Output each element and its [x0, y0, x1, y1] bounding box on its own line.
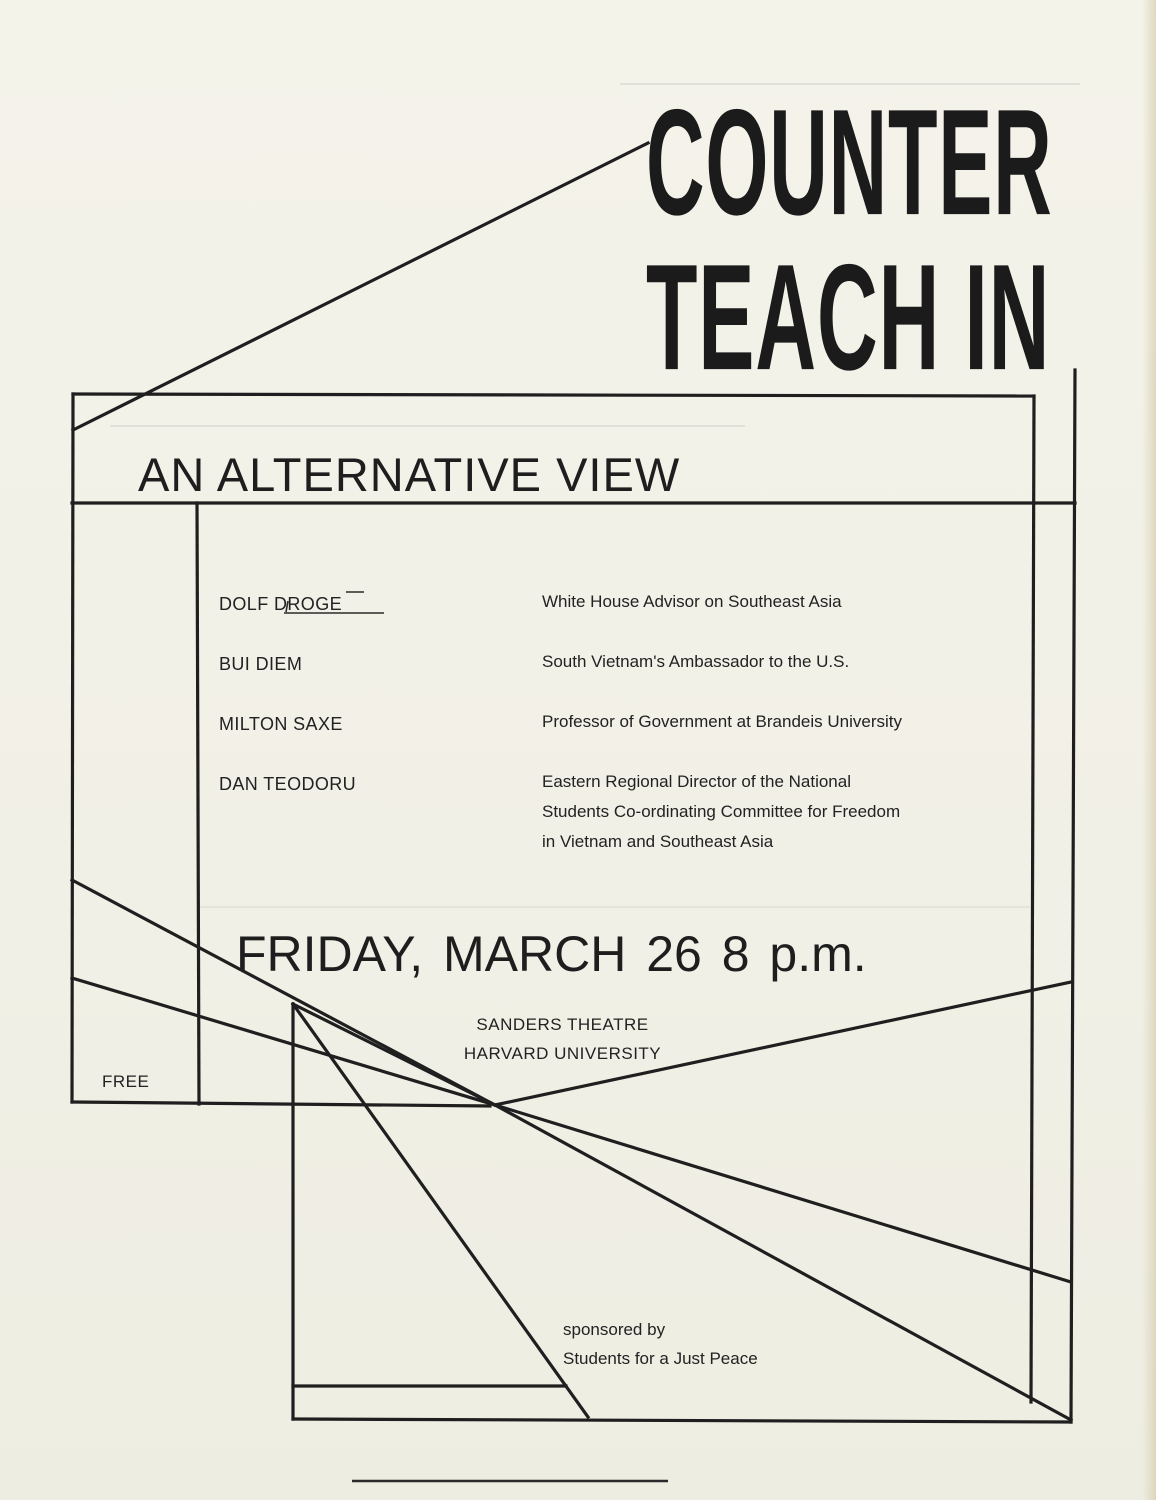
speaker-role: South Vietnam's Ambassador to the U.S.: [542, 652, 850, 671]
speaker-role: White House Advisor on Southeast Asia: [542, 592, 842, 611]
venue-name: SANDERS THEATRE: [476, 1015, 649, 1034]
event-date-time: FRIDAY, MARCH 26 8 p.m.: [236, 926, 867, 982]
poster-title-line-1: COUNTER: [646, 79, 1053, 248]
admission-label: FREE: [102, 1072, 150, 1091]
speaker-name: DAN TEODORU: [219, 774, 357, 794]
poster-subtitle: AN ALTERNATIVE VIEW: [138, 448, 681, 501]
speaker-name: MILTON SAXE: [219, 714, 343, 734]
speaker-role: in Vietnam and Southeast Asia: [542, 832, 774, 851]
poster-title-line-2: TEACH IN: [646, 234, 1051, 403]
speaker-name: DOLF DROGE: [219, 594, 343, 614]
speaker-role: Professor of Government at Brandeis University: [542, 712, 902, 731]
venue-institution: HARVARD UNIVERSITY: [463, 1044, 662, 1063]
sponsor-intro: sponsored by: [563, 1320, 666, 1339]
speaker-name: BUI DIEM: [219, 654, 303, 674]
speaker-role: Students Co-ordinating Committee for Freedom: [542, 802, 901, 821]
speaker-role: Eastern Regional Director of the National: [542, 772, 851, 791]
sponsor-name: Students for a Just Peace: [563, 1349, 758, 1368]
